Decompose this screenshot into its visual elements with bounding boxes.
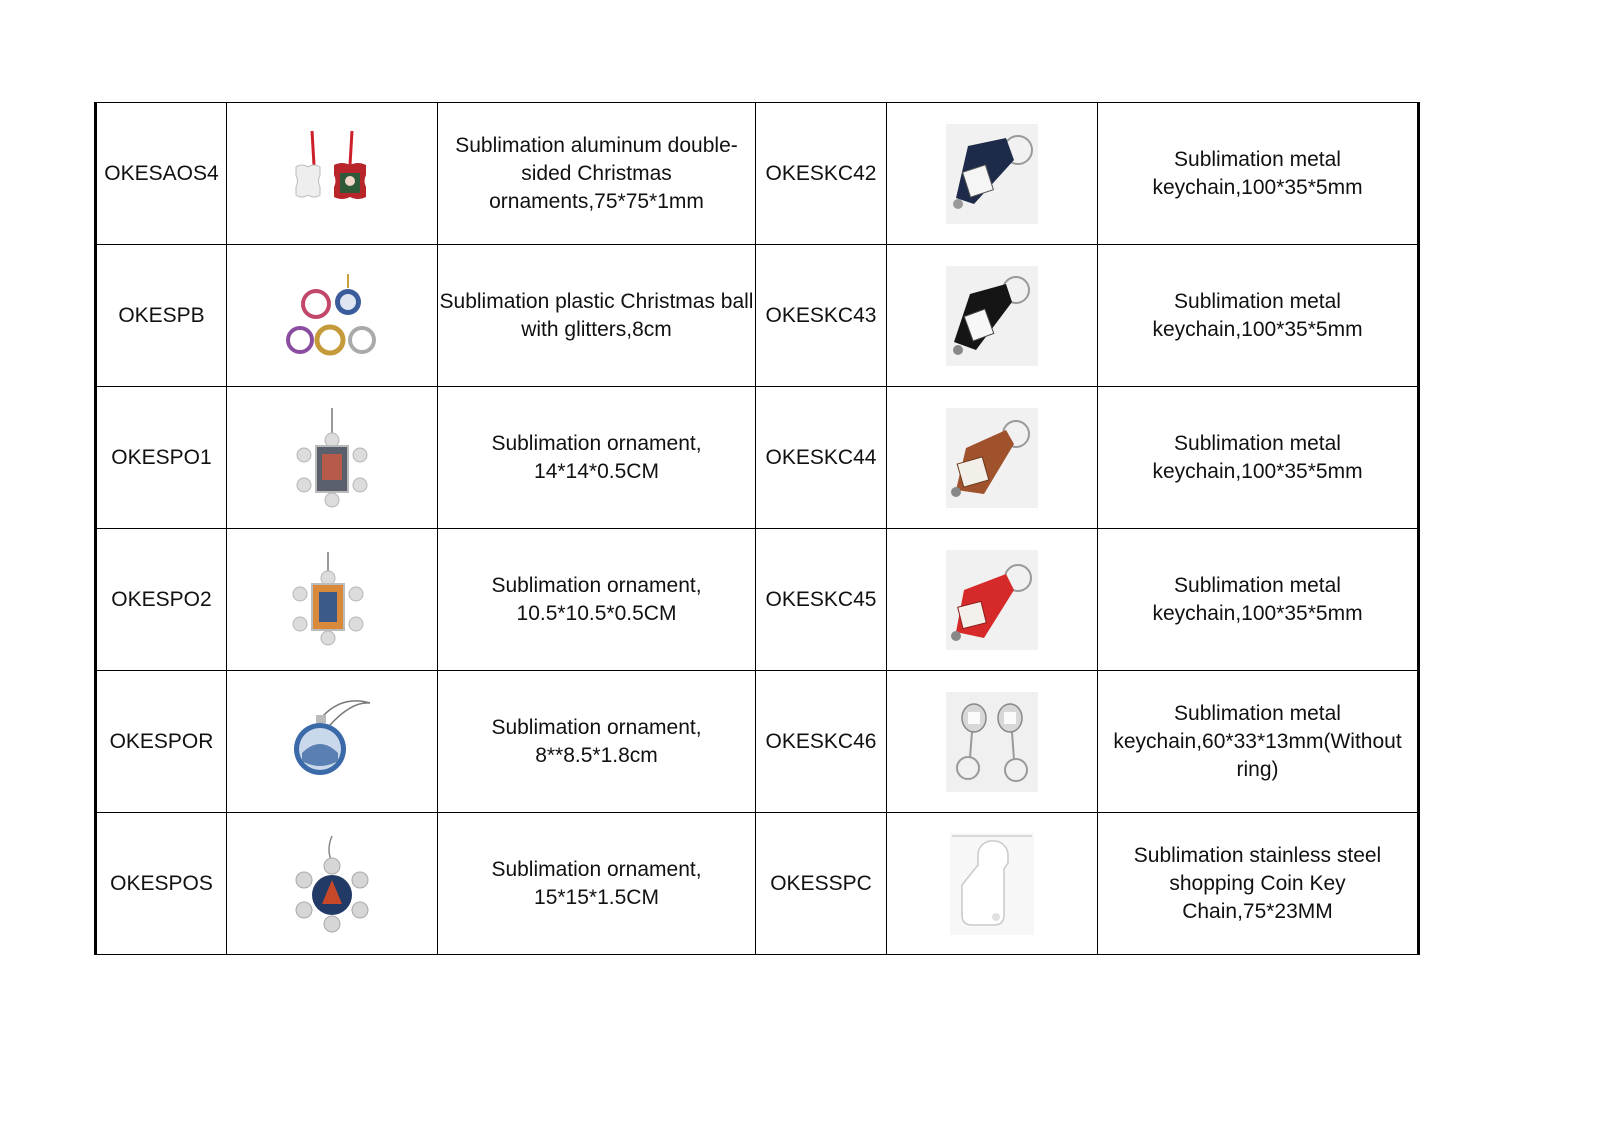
- product-image-snowflake-round-ornament: [227, 813, 438, 955]
- product-image-red-leather-keychain: [887, 529, 1098, 671]
- brown-leather-keychain-icon: [946, 408, 1038, 508]
- product-code: OKESKC43: [756, 245, 887, 387]
- christmas-ornament-square-pair-icon: [282, 129, 382, 219]
- table-row: [96, 813, 1419, 955]
- product-image-christmas-ornament-square-pair: [227, 103, 438, 245]
- product-code: OKESKC42: [756, 103, 887, 245]
- product-code: OKESSPC: [756, 813, 887, 955]
- product-description: Sublimation plastic Christmas ball with glitters,8cm: [438, 245, 756, 387]
- glitter-christmas-balls-icon: [282, 268, 382, 364]
- product-image-snowflake-ornament-rectangle: [227, 387, 438, 529]
- table-row: [96, 245, 1419, 387]
- table-row: [96, 387, 1419, 529]
- metal-keychain-pair-icon: [946, 692, 1038, 792]
- navy-leather-keychain-icon: [946, 124, 1038, 224]
- black-leather-keychain-icon: [946, 266, 1038, 366]
- product-description: Sublimation stainless steel shopping Coin Key Chain,75*23MM: [1098, 813, 1419, 955]
- product-code: OKESKC44: [756, 387, 887, 529]
- product-code: OKESKC46: [756, 671, 887, 813]
- red-leather-keychain-icon: [946, 550, 1038, 650]
- product-description: Sublimation metal keychain,60*33*13mm(Without ring): [1098, 671, 1419, 813]
- product-description: Sublimation ornament, 15*15*1.5CM: [438, 813, 756, 955]
- product-description: Sublimation metal keychain,100*35*5mm: [1098, 245, 1419, 387]
- product-image-shopping-coin-key-chain: [887, 813, 1098, 955]
- product-image-metal-keychain-pair: [887, 671, 1098, 813]
- snowflake-ornament-photo-icon: [292, 552, 372, 648]
- snowflake-ornament-rectangle-icon: [292, 408, 372, 508]
- product-description: Sublimation ornament, 10.5*10.5*0.5CM: [438, 529, 756, 671]
- product-code: OKESAOS4: [96, 103, 227, 245]
- table-row: [96, 671, 1419, 813]
- product-code: OKESPB: [96, 245, 227, 387]
- product-code: OKESKC45: [756, 529, 887, 671]
- product-image-round-ball-ornament: [227, 671, 438, 813]
- product-description: Sublimation metal keychain,100*35*5mm: [1098, 387, 1419, 529]
- shopping-coin-key-chain-icon: [950, 833, 1034, 935]
- product-image-glitter-christmas-balls: [227, 245, 438, 387]
- product-image-black-leather-keychain: [887, 245, 1098, 387]
- round-ball-ornament-icon: [282, 697, 382, 787]
- product-description: Sublimation metal keychain,100*35*5mm: [1098, 103, 1419, 245]
- product-image-snowflake-ornament-photo: [227, 529, 438, 671]
- product-description: Sublimation aluminum double-sided Christmas ornaments,75*75*1mm: [438, 103, 756, 245]
- snowflake-round-ornament-icon: [292, 834, 372, 934]
- product-table: [94, 102, 1420, 955]
- product-image-navy-leather-keychain: [887, 103, 1098, 245]
- product-code: OKESPOS: [96, 813, 227, 955]
- product-code: OKESPOR: [96, 671, 227, 813]
- product-description: Sublimation ornament, 8**8.5*1.8cm: [438, 671, 756, 813]
- product-image-brown-leather-keychain: [887, 387, 1098, 529]
- product-code: OKESPO1: [96, 387, 227, 529]
- product-description: Sublimation ornament, 14*14*0.5CM: [438, 387, 756, 529]
- product-code: OKESPO2: [96, 529, 227, 671]
- table-row: [96, 103, 1419, 245]
- table-row: [96, 529, 1419, 671]
- product-description: Sublimation metal keychain,100*35*5mm: [1098, 529, 1419, 671]
